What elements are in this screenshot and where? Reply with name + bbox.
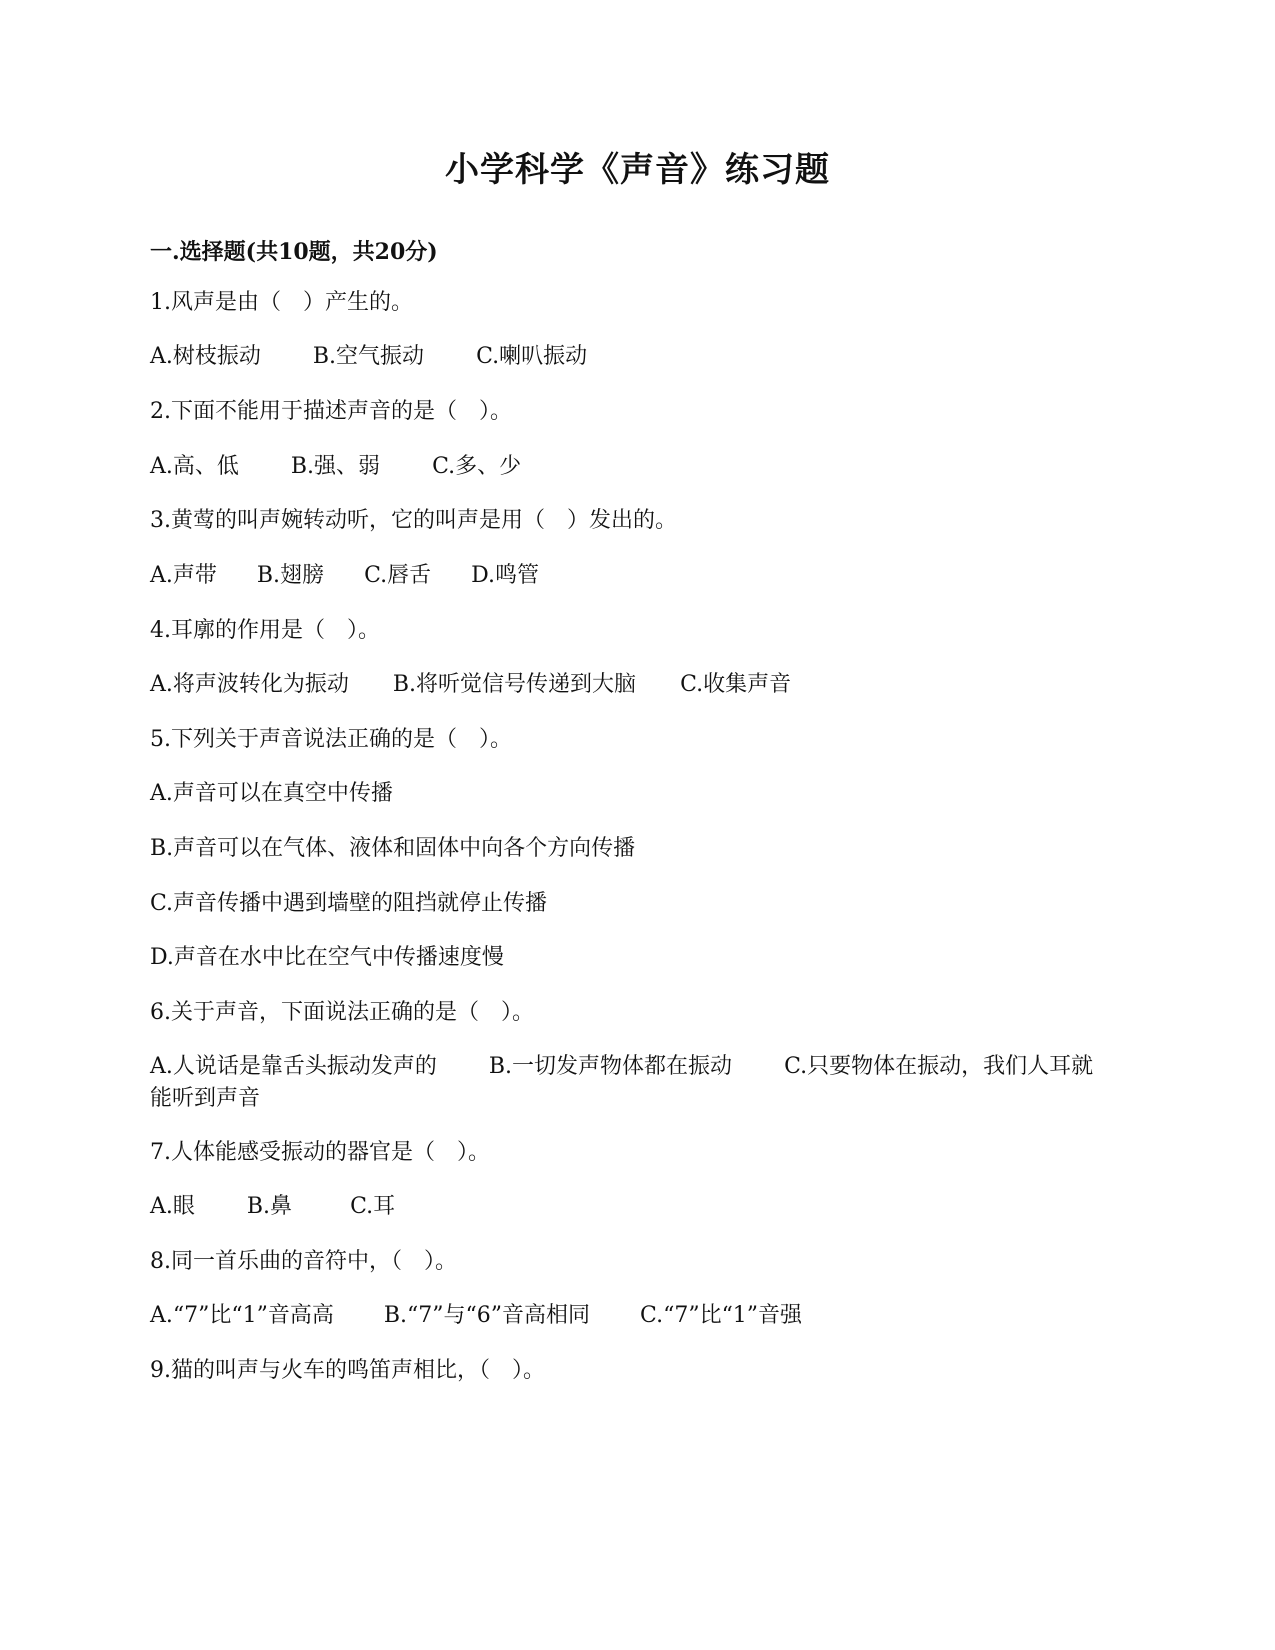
question-8-options [150, 1300, 1110, 1332]
option-b: B.强、弱 [290, 454, 381, 479]
section-heading: 一.选择题(共10题，共20分) [150, 239, 438, 265]
option-d: D.鸣管 [471, 563, 539, 588]
question-1-stem: 1.风声是由（ ）产生的。 [150, 290, 413, 315]
question-5-option-c: C.声音传播中遇到墙壁的阻挡就停止传播 [150, 891, 548, 916]
option-c: C.唇舌 [364, 563, 432, 588]
option-b: B.将听觉信号传递到大脑 [392, 672, 637, 697]
question-5-stem: 5.下列关于声音说法正确的是（ ）。 [150, 727, 512, 752]
option-c: C.收集声音 [680, 672, 792, 697]
question-5-option-a: A.声音可以在真空中传播 [150, 781, 393, 806]
option-c: C.只要物体在振动，我们人耳就能听到声音 [150, 1054, 1094, 1111]
option-b: B.“7”与“6”音高相同 [383, 1303, 591, 1328]
option-b: B.翅膀 [256, 563, 325, 588]
question-4-stem: 4.耳廓的作用是（ ）。 [150, 618, 380, 643]
option-c: C.“7”比“1”音强 [640, 1303, 803, 1328]
question-3-options [150, 560, 1110, 592]
question-7-stem: 7.人体能感受振动的器官是（ ）。 [150, 1140, 490, 1165]
option-b: B.鼻 [246, 1194, 293, 1219]
option-c: C.喇叭振动 [476, 344, 588, 369]
option-a: A.树枝振动 [150, 344, 261, 369]
question-7-options [150, 1191, 1110, 1223]
option-a: A.声带 [150, 563, 217, 588]
question-2-stem: 2.下面不能用于描述声音的是（ ）。 [150, 399, 512, 424]
question-6-options [150, 1051, 1110, 1115]
question-9-stem: 9.猫的叫声与火车的鸣笛声相比，（ ）。 [150, 1358, 545, 1383]
page-title: 小学科学《声音》练习题 [445, 150, 830, 190]
question-5-option-b: B.声音可以在气体、液体和固体中向各个方向传播 [150, 836, 636, 861]
question-6-stem: 6.关于声音，下面说法正确的是（ ）。 [150, 1000, 534, 1025]
option-c: C.多、少 [432, 454, 522, 479]
question-4-options [150, 669, 1110, 701]
question-5-option-d: D.声音在水中比在空气中传播速度慢 [150, 945, 504, 970]
option-a: A.人说话是靠舌头振动发声的 [150, 1054, 437, 1079]
option-c: C.耳 [350, 1194, 396, 1219]
question-8-stem: 8.同一首乐曲的音符中，（ ）。 [150, 1249, 457, 1274]
option-a: A.将声波转化为振动 [150, 672, 349, 697]
option-b: B.空气振动 [312, 344, 425, 369]
option-a: A.眼 [150, 1194, 195, 1219]
option-a: A.“7”比“1”音高高 [150, 1303, 334, 1328]
question-3-stem: 3.黄莺的叫声婉转动听，它的叫声是用（ ）发出的。 [150, 508, 677, 533]
option-b: B.一切发声物体都在振动 [488, 1054, 733, 1079]
question-1-options [150, 341, 1110, 373]
question-2-options [150, 451, 1110, 483]
option-a: A.高、低 [150, 454, 239, 479]
